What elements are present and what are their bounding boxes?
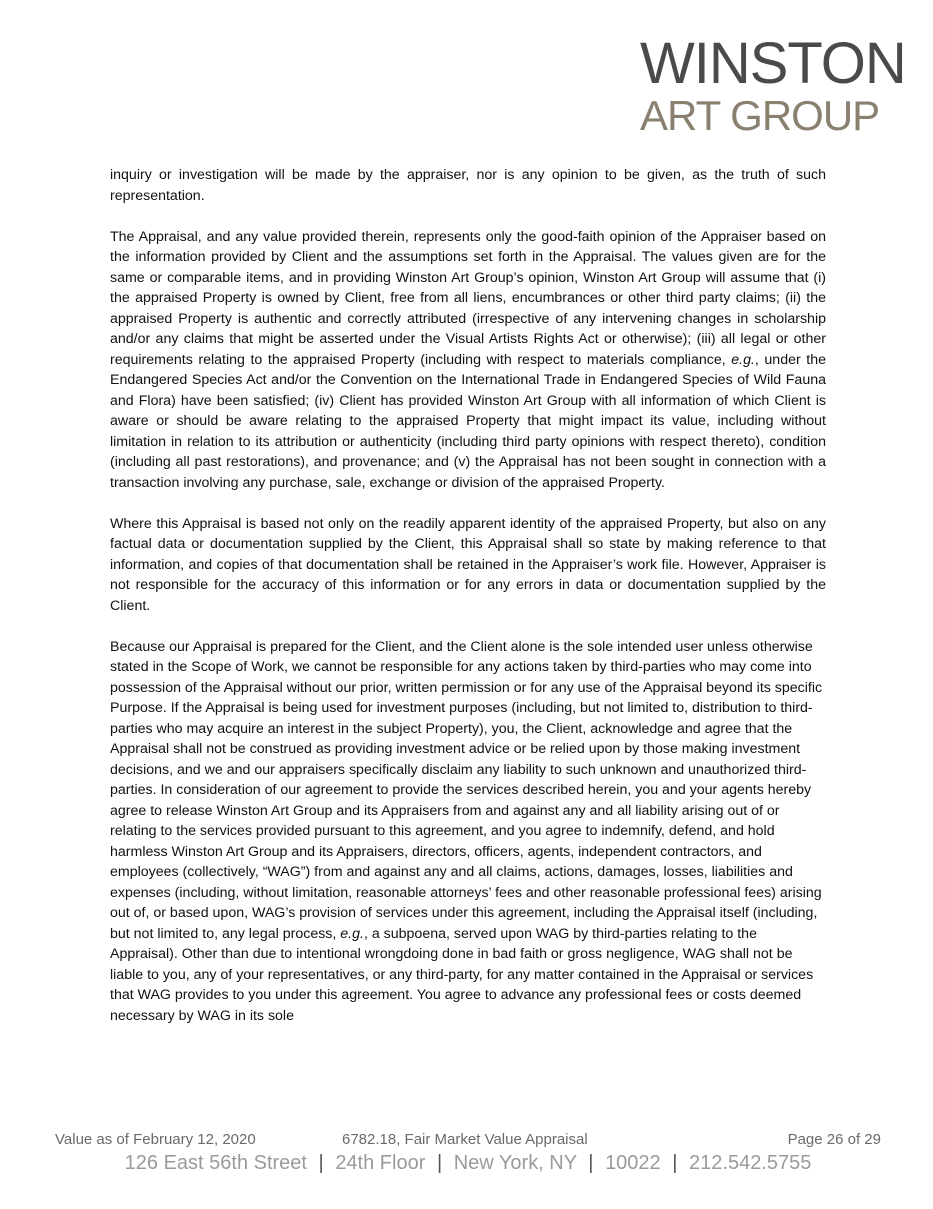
footer-separator: | — [672, 1152, 678, 1174]
footer-meta — [55, 1131, 881, 1151]
paragraph-factual-data — [110, 514, 826, 617]
paragraph-liability — [110, 637, 826, 1027]
footer-separator: | — [318, 1152, 324, 1174]
paragraph-text: The Appraisal, and any value provided therein, represents only the good-faith opinion of the Appraiser based on the information provided by Client and the assumptions set forth in the Appraisal. The values given are for the same or comparable items, and in providing Winston Art Group’s opinion, Winston Art Group will assume that (i) the appraised Property is owned by Client, free from all liens, encumbrances or other third party claims; (ii) the appraised Property is authentic and correctly attributed (irrespective of any intervening changes in scholarship and/or any claims that might be asserted under the Visual Artists Rights Act or otherwise); (iii) all legal or other requirements relating to the appraised Property (including with respect to materials compliance, — [110, 228, 826, 368]
paragraph-representation — [110, 165, 826, 206]
paragraph-emphasis: e.g. — [731, 351, 755, 368]
logo-text-art-group: ART GROUP — [640, 92, 880, 139]
footer-page-number: Page 26 of 29 — [787, 1131, 881, 1148]
paragraph-text: inquiry or investigation will be made by the appraiser, nor is any opinion to be given, as the truth of such representation. — [110, 167, 826, 204]
footer-street: 126 East 56th Street — [124, 1152, 307, 1174]
company-logo — [640, 31, 906, 139]
paragraph-text: Because our Appraisal is prepared for the Client, and the Client alone is the sole intended user unless otherwise stated in the Scope of Work, we cannot be responsible for any actions taken by third-parties who may come into possession of the Appraisal without our prior, written permission or for any use of the Appraisal beyond its specific Purpose. If the Appraisal is being used for investment purposes (including, but not limited to, distribution to third-parties who may acquire an interest in the subject Property), you, the Client, acknowledge and agree that the Appraisal shall not be construed as providing investment advice or be relied upon by those making investment decisions, and we and our appraisers specifically disclaim any liability to such unknown and unauthorized third-parties. In consideration of our agreement to provide the services described herein, you and your agents hereby agree to release Winston Art Group and its Appraisers from and against any and all liability arising out of or relating to the services provided pursuant to this agreement, and you agree to indemnify, defend, and hold harmless Winston Art Group and its Appraisers, directors, officers, agents, independent contractors, and employees (collectively, “WAG”) from and against any and all claims, actions, damages, losses, liabilities and expenses (including, without limitation, reasonable attorneys’ fees and other reasonable professional fees) arising out of, or based upon, WAG’s provision of services under this agreement, including the Appraisal itself (including, but not limited to, any legal process, — [110, 638, 823, 942]
paragraph-emphasis: e.g. — [340, 925, 364, 942]
footer-city: New York, NY — [453, 1152, 577, 1174]
paragraph-appraisal-opinion — [110, 227, 826, 494]
footer-separator: | — [436, 1152, 443, 1174]
footer-phone: 212.542.5755 — [689, 1152, 812, 1174]
paragraph-text: Where this Appraisal is based not only on the readily apparent identity of the appraised Property, but also on any factual data or documentation supplied by the Client, this Appraisal shall so state by making reference to that information, and copies of that documentation shall be retained in the Appraiser’s work file. However, Appraiser is not responsible for the accuracy of this information or for any errors in data or documentation supplied by the Client. — [110, 515, 826, 614]
paragraph-text: , under the Endangered Species Act and/or the Convention on the International Trade in Endangered Species of Wild Fauna and Flora) have been satisfied; (iv) Client has provided Winston Art Group with all information of which Client is aware or should be aware relating to the appraised Property that might impact its value, including without limitation in relation to its attribution or authenticity (including third party opinions with respect thereto), condition (including all past restorations), and provenance; and (v) the Appraisal has not been sought in connection with a transaction involving any purchase, sale, exchange or division of the appraised Property. — [110, 351, 826, 491]
footer-separator: | — [588, 1152, 594, 1174]
footer-floor: 24th Floor — [335, 1152, 426, 1174]
footer-address — [55, 1152, 881, 1175]
footer-zip: 10022 — [605, 1152, 661, 1174]
logo-text-winston: WINSTON — [640, 31, 906, 96]
paragraph-text: , a subpoena, served upon WAG by third-parties relating to the Appraisal). Other than due to intentional wrongdoing done in bad faith or gross negligence, WAG shall not be liable to you, any of your representatives, or any third-party, for any matter contained in the Appraisal or services that WAG provides to you under this agreement. You agree to advance any professional fees or costs deemed necessary by WAG in its sole — [110, 925, 814, 1024]
footer-value-date: Value as of February 12, 2020 — [55, 1131, 256, 1148]
footer-appraisal-id: 6782.18, Fair Market Value Appraisal — [342, 1131, 588, 1148]
document-body — [110, 165, 826, 1047]
